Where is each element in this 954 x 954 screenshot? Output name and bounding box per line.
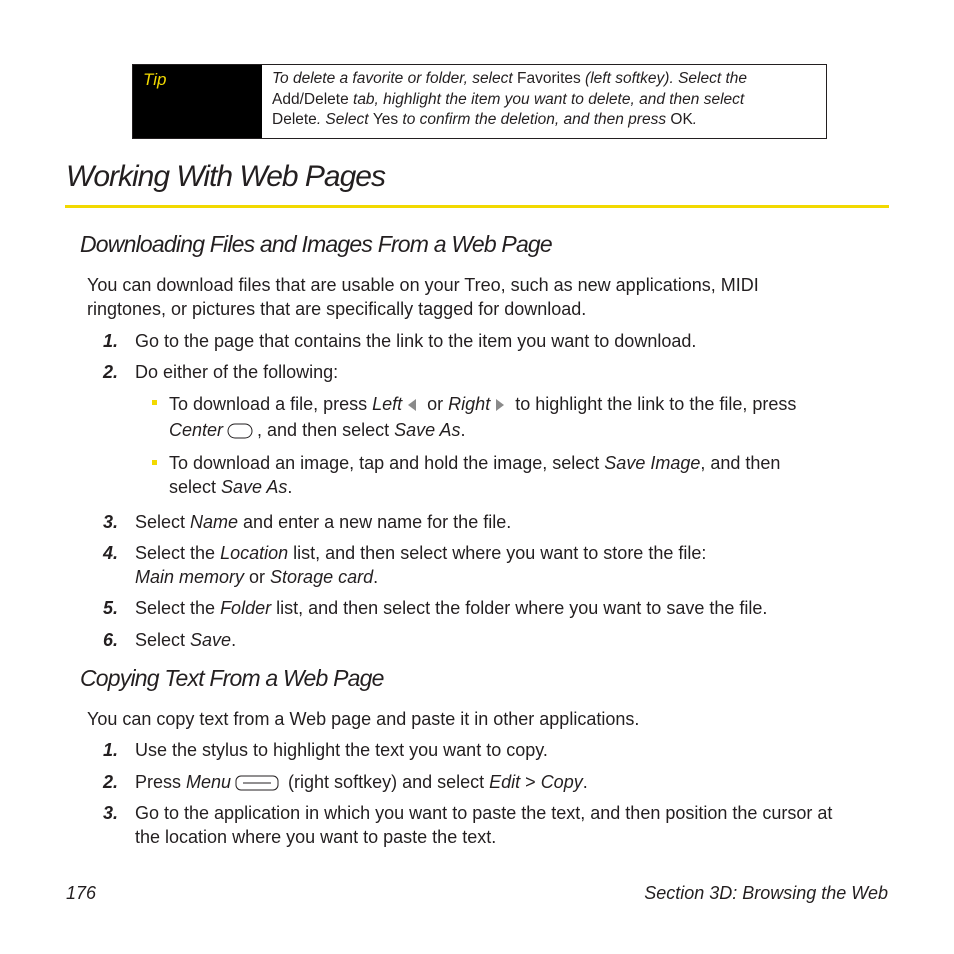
page-title: Working With Web Pages: [66, 160, 385, 193]
step-number: 6.: [103, 630, 119, 650]
tip-text-part: .: [692, 111, 698, 128]
tip-text-part: . Select: [316, 111, 373, 128]
right-key-label: Right: [448, 394, 491, 414]
step-text: [135, 541, 893, 589]
footer-section: Section 3D: Browsing the Web: [644, 883, 888, 903]
tip-text-part: tab, highlight the item you want to delete, and then select: [348, 90, 745, 108]
center-button-icon: [227, 423, 253, 439]
text-part: Select the: [135, 598, 221, 618]
text-part: select: [169, 477, 222, 497]
name-label: Name: [190, 512, 239, 532]
copy-label: Copy: [540, 772, 583, 792]
step-number: 5.: [103, 598, 119, 618]
center-key-label: Center: [169, 420, 224, 440]
step-number: 2.: [103, 362, 119, 382]
step-2: [103, 360, 893, 384]
text-part: .: [231, 630, 237, 650]
text-part: , and then select: [257, 420, 395, 440]
step-number: 1.: [103, 740, 119, 760]
text-part: Go to the application in which you want to paste the text, and then position the cursor at: [135, 803, 833, 823]
step-text: Go to the page that contains the link to the item you want to download.: [135, 331, 697, 351]
step-number: 4.: [103, 543, 119, 563]
tip-label: Tip: [133, 65, 262, 138]
text-part: >: [520, 772, 541, 792]
section2-intro: You can copy text from a Web page and paste it in other applications.: [87, 709, 640, 729]
tip-delete: Delete: [272, 111, 317, 128]
save-as-label: Save As: [394, 420, 461, 440]
bullet-text: [169, 451, 872, 499]
text-part: list, and then select where you want to store the file:: [288, 543, 707, 563]
section1-intro: [87, 273, 877, 321]
text-part: .: [287, 477, 293, 497]
section-heading-downloading: Downloading Files and Images From a Web Page: [80, 231, 552, 257]
tip-text-part: (left softkey). Select the: [580, 70, 748, 87]
text-part: and enter a new name for the file.: [238, 512, 512, 532]
bullet-text: [169, 391, 872, 443]
tip-ok: OK: [670, 111, 693, 128]
text-part: To download an image, tap and hold the image, select: [169, 453, 605, 473]
step-text: [135, 510, 893, 534]
tip-yes: Yes: [372, 111, 399, 128]
text-part: To download a file, press: [169, 394, 373, 414]
step-text: [135, 628, 893, 652]
bullet-download-file: [152, 391, 872, 443]
intro-line: ringtones, or pictures that are specifically tagged for download.: [87, 299, 587, 319]
tip-add-delete: Add/Delete: [272, 90, 349, 108]
step-text: Use the stylus to highlight the text you want to copy.: [135, 740, 548, 760]
step-text: [135, 596, 893, 620]
text-part: to highlight the link to the file, press: [510, 394, 797, 414]
text-part: list, and then select the folder where you want to save the file.: [271, 598, 768, 618]
menu-softkey-icon: [235, 774, 279, 792]
menu-key-label: Menu: [186, 772, 232, 792]
step-text: Do either of the following:: [135, 362, 339, 382]
right-arrow-icon: [494, 398, 506, 412]
left-key-label: Left: [372, 394, 403, 414]
copy-step-3: [103, 801, 893, 849]
step-3: [103, 510, 893, 534]
text-part: the location where you want to paste the text.: [135, 827, 497, 847]
save-image-label: Save Image: [604, 453, 701, 473]
edit-label: Edit: [489, 772, 521, 792]
tip-favorites: Favorites: [517, 70, 581, 87]
step-text: [135, 770, 893, 794]
text-part: .: [373, 567, 379, 587]
text-part: .: [582, 772, 588, 792]
left-arrow-icon: [406, 398, 418, 412]
step-number: 3.: [103, 512, 119, 532]
text-part: or: [422, 394, 449, 414]
step-6: [103, 628, 893, 652]
step-4: [103, 541, 893, 589]
text-part: (right softkey) and select: [283, 772, 490, 792]
step-number: 2.: [103, 772, 119, 792]
text-part: .: [460, 420, 466, 440]
bullet-marker: [152, 400, 157, 405]
bullet-marker: [152, 460, 157, 465]
text-part: or: [244, 567, 271, 587]
save-as-label: Save As: [221, 477, 288, 497]
step-number: 1.: [103, 331, 119, 351]
bullet-download-image: [152, 451, 872, 499]
text-part: , and then: [700, 453, 781, 473]
text-part: Select: [135, 512, 191, 532]
main-memory-label: Main memory: [135, 567, 245, 587]
step-number: 3.: [103, 803, 119, 823]
step-1: [103, 329, 893, 353]
title-rule: [65, 205, 889, 208]
copy-step-2: [103, 770, 893, 794]
tip-box: [132, 64, 827, 139]
tip-text-part: To delete a favorite or folder, select: [272, 70, 517, 87]
intro-line: You can download files that are usable on your Treo, such as new applications, MIDI: [87, 275, 759, 295]
storage-card-label: Storage card: [270, 567, 374, 587]
text-part: Select the: [135, 543, 221, 563]
step-text: [135, 801, 893, 849]
folder-label: Folder: [220, 598, 272, 618]
copy-step-1: [103, 738, 893, 762]
step-5: [103, 596, 893, 620]
tip-text: [262, 65, 826, 138]
page-number: 176: [66, 883, 97, 903]
location-label: Location: [220, 543, 289, 563]
tip-text-part: to confirm the deletion, and then press: [398, 111, 671, 128]
save-label: Save: [190, 630, 232, 650]
text-part: Press: [135, 772, 187, 792]
section-heading-copying: Copying Text From a Web Page: [80, 665, 384, 691]
text-part: Select: [135, 630, 191, 650]
